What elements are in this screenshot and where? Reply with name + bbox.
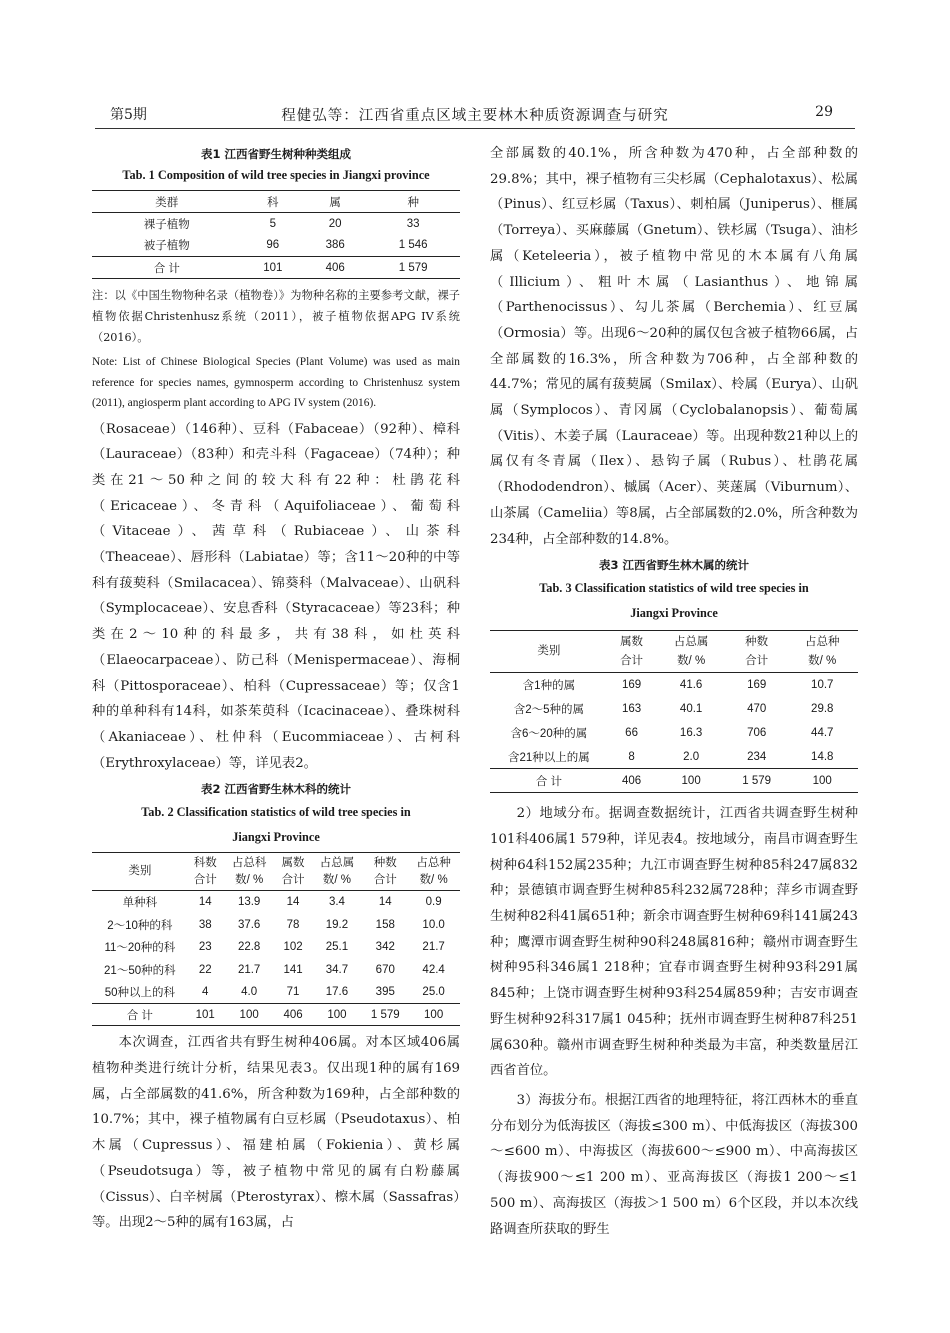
body-paragraph: 3）海拔分布。根据江西省的地理特征，将江西林木的垂直分布划分为低海拔区（海拔≤300 m）、中低海拔区（海拔300～≤600 m）、中海拔区（海拔600～≤900 m）、中高海拔区（海拔900～≤1 200 m）、亚高海拔区（海拔1 200～≤1 500 m）、高海拔区（海拔＞1 500 m）6个区段，并以本次线路调查所获取的野生 [490,1092,858,1237]
table1-caption-cn: 表1 江西省野生树种种类组成 [200,147,351,161]
table2-cell: 71 [286,985,300,998]
table3-cell: 1 579 [727,769,787,793]
table2-cell: 42.4 [422,963,445,976]
table3-cell: 29.8 [811,702,834,715]
table-row [92,936,460,959]
table2-cell: 22.8 [237,941,261,954]
table2-cell: 25.1 [325,941,349,954]
table-row [490,721,858,745]
table1-cell: 386 [325,239,345,252]
table3 [490,630,858,793]
table3-cell: 66 [625,726,638,739]
table2-cell: 3.4 [328,896,345,909]
table2-cell: 100 [311,1003,364,1026]
table2-header-cell: 占总属 数/ % [319,856,355,886]
table2-cell: 14 [286,896,300,909]
table2-cell: 102 [283,941,303,954]
table3-header-cell: 种数 合计 [745,635,769,667]
table2-cell: 25.0 [422,985,445,998]
table2-cell: 23 [198,941,212,954]
table3-cell: 100 [655,769,726,793]
table2-cell: 34.7 [325,963,349,976]
right-column [490,143,858,1242]
table1-header-cell: 科 [267,196,279,209]
table-row [490,697,858,721]
table-row [92,235,460,257]
table2-cell: 10.0 [422,918,445,931]
table-row [92,981,460,1004]
table2-cell: 4.0 [241,985,258,998]
table1-cell: 101 [242,257,304,279]
table3-cell: 2.0 [683,750,700,763]
table2-cell: 342 [375,941,395,954]
table1-cell: 合 计 [92,257,242,279]
table2-cell: 4 [202,985,209,998]
table3-cell: 41.6 [679,679,703,691]
table3-cell: 含2～5种的属 [513,703,585,716]
table3-caption-en-line1: Tab. 3 Classification statistics of wild tree species in [539,581,809,596]
table1-note-cn: 注：以《中国生物物种名录（植物卷）》为物种名称的主要参考文献，裸子植物依据Christenhusz系统（2011），被子植物依据APG IV系统（2016）。 [92,289,460,344]
table1-cell: 裸子植物 [143,218,190,231]
table-row [92,958,460,981]
table-row [92,891,460,914]
table3-header-cell: 属数 合计 [620,635,644,667]
table2-cell: 37.6 [237,918,261,931]
table2-cell: 合 计 [92,1003,188,1026]
table1-note-en: Note: List of Chinese Biological Species (Plant Volume) was used as main reference for species names, gymnosperm according to Christenhusz system (2011), angiosperm plant according to APG IV system (2016). [92,356,460,409]
body-paragraph: 全部属数的40.1%，所含种数为470种，占全部种数的29.8%；其中，裸子植物有三尖杉属（Cephalotaxus）、松属（Pinus）、红豆杉属（Taxus）、刺柏属（Juniperus）、榧属（Torreya）、买麻藤属（Gnetum）、铁杉属（Tsuga）、油杉属（Keteleeria），被子植物中常见的木本属有八角属（Illicium）、粗叶木属（Lasianthus）、地锦属（Parthenocissus）、勾儿茶属（Berchemia）、红豆属（Ormosia）等。出现6～20种的属仅包含被子植物66属，占全部属数的16.3%，所含种数为706种，占全部种数的44.7%；常见的属有菝葜属（Smilax）、柃属（Eurya）、山矾属（Symplocos）、青冈属（Cyclobalanopsis）、葡萄属（Vitis）、木姜子属（Lauraceae）等。出现种数21种以上的属仅有冬青属（Ilex）、悬钩子属（Rubus）、杜鹃花属（Rhododendron）、槭属（Acer）、荚蒾属（Viburnum）、山茶属（Cameliia）等8属，占全部属数的2.0%，所含种数为234种，占全部种数的14.8%。 [490,146,858,547]
table2-caption-en-line2: Jiangxi Province [232,830,320,845]
table3-cell: 169 [621,679,642,691]
table-total-row [92,1003,460,1026]
table1-cell: 33 [406,217,420,230]
table2-caption-en-line1: Tab. 2 Classification statistics of wild tree species in [141,805,411,820]
table1-caption-en: Tab. 1 Composition of wild tree species in Jiangxi province [122,168,430,182]
issue-number: 第5期 [110,107,147,123]
table3-cell: 470 [747,702,767,715]
table1-header-cell: 种 [407,196,419,209]
table2-cell: 406 [275,1003,310,1026]
table-row [92,913,460,936]
body-paragraph: 2）地域分布。据调查数据统计，江西省共调查野生树种101科406属1 579种，详见表4。按地域分，南昌市调查野生树种64科152属235种；九江市调查野生树种85科247属832种；景德镇市调查野生树种85科232属728种；萍乡市调查野生树种82科41属651种；新余市调查野生树种69科141属243种；鹰潭市调查野生树种90科248属816种；赣州市调查野生树种95科346属1 218种；宜春市调查野生树种93科291属845种；上饶市调查野生树种93科254属859种；吉安市调查野生树种92科317属1 045种；抚州市调查野生树种87科251属630种。赣州市调查野生树种种类最为丰富，种类数量居江西省首位。 [490,806,858,1079]
table2-cell: 19.2 [325,918,349,931]
table2-cell: 21.7 [422,941,445,954]
page-number: 29 [815,104,833,120]
table2-cell: 0.9 [425,896,442,909]
table-row [92,213,460,235]
running-header [95,100,855,130]
table1-header-cell: 属 [329,196,341,209]
table2-cell: 141 [283,963,303,976]
table2-cell: 100 [223,1003,276,1026]
table2-cell: 670 [375,963,395,976]
table1-cell: 1 579 [366,257,460,279]
table2 [92,852,460,1026]
table1-cell: 1 546 [398,239,428,252]
table-row [490,745,858,769]
table2-cell: 395 [375,985,395,998]
table3-cell: 163 [621,702,642,715]
table2-cell: 11～20种的科 [104,942,176,955]
left-column [92,143,460,1236]
table3-cell: 100 [786,769,858,793]
table2-header-cell: 占总科 数/ % [231,856,267,886]
table2-cell: 17.6 [325,985,349,998]
table2-cell: 14 [198,896,212,909]
table2-cell: 38 [198,918,212,931]
table3-cell: 44.7 [811,726,834,739]
table2-header-cell: 类别 [128,865,152,878]
table3-cell: 8 [628,750,635,763]
running-title: 程健弘等：江西省重点区域主要林木种质资源调查与研究 [281,108,669,124]
table1-cell: 被子植物 [143,240,190,253]
table3-header-cell: 占总种 数/ % [804,635,840,667]
table3-caption-en-line2: Jiangxi Province [630,606,718,621]
table3-header-cell: 占总属 数/ % [673,635,709,667]
table3-header-cell: 类别 [537,645,561,658]
table3-cell: 14.8 [811,750,834,763]
table3-cell: 10.7 [811,679,834,691]
table2-cell: 158 [375,918,395,931]
table-total-row [92,257,460,279]
table2-caption-cn: 表2 江西省野生林木科的统计 [200,782,351,797]
table2-header-cell: 科数 合计 [193,856,217,886]
table-row [490,673,858,697]
body-paragraph: 本次调查，江西省共有野生树种406属。对本区域406属植物种类进行统计分析，结果见表3。仅出现1种的属有169属，占全部属数的41.6%，所含种数为169种，占全部种数的10.7%；其中，裸子植物属有白豆杉属（Pseudotaxus）、柏木属（Cupressus）、福建柏属（Fokienia）、黄杉属（Pseudotsuga）等，被子植物中常见的属有白粉藤属（Cissus）、白辛树属（Pterostyrax）、檫木属（Sassafras）等。出现2～5种的属有163属，占 [92,1035,460,1231]
table3-cell: 406 [608,769,656,793]
table2-header-cell: 种数 合计 [373,856,397,886]
table2-cell: 13.9 [237,896,261,909]
table3-cell: 169 [747,679,767,691]
table1-header-cell: 类群 [155,196,179,209]
body-paragraph: （Rosaceae）（146种）、豆科（Fabaceae）（92种）、樟科（Lauraceae）（83种）和壳斗科（Fagaceae）（74种）；种类在21～50种之间的较大科有22种：杜鹃花科（Ericaceae）、冬青科（Aquifoliaceae）、葡萄科（Vitaceae）、茜草科（Rubiaceae）、山茶科（Theaceae）、唇形科（Labiatae）等；含11～20种的中等科有菝葜科（Smilacacea）、锦葵科（Malvaceae）、山矾科（Symplocaceae）、安息香科（Styracaceae）等23科；种类在2～10种的科最多，共有38科，如杜英科（Elaeocarpaceae）、防己科（Menispermaceae）、海桐科（Pittosporaceae）、柏科（Cupressaceae）等；仅含1种的单种科有14科，如茶茱萸科（Icacinaceae）、叠珠树科（Akaniaceae）、杜仲科（Eucommiaceae）、古柯科（Erythroxylaceae）等，详见表2。 [92,421,460,771]
table2-cell: 78 [286,918,300,931]
table2-cell: 2～10种的科 [107,919,173,932]
table3-cell: 含6～20种的属 [510,727,588,740]
table3-cell: 234 [747,750,767,763]
table3-cell: 40.1 [679,702,703,715]
table1-cell: 96 [266,239,280,252]
table3-caption-cn: 表3 江西省野生林木属的统计 [598,558,749,573]
table3-cell: 含21种以上的属 [507,751,590,764]
table3-cell: 706 [747,726,767,739]
table3-cell: 合 计 [490,769,608,793]
table2-cell: 1 579 [363,1003,407,1026]
table3-cell: 含1种的属 [522,680,576,692]
table2-cell: 101 [188,1003,223,1026]
table2-header-cell: 占总种 数/ % [416,856,451,886]
table1-cell: 5 [269,217,276,230]
table2-cell: 50种以上的科 [104,986,175,999]
table2-header-cell: 属数 合计 [281,856,305,886]
table3-cell: 16.3 [679,726,703,739]
table1-cell: 406 [304,257,366,279]
table1 [92,190,460,279]
table-total-row [490,769,858,793]
table2-cell: 单种科 [122,897,158,910]
table2-cell: 22 [198,963,212,976]
table2-cell: 21.7 [237,963,261,976]
table1-cell: 20 [328,217,342,230]
header-rule [95,128,855,129]
table2-cell: 100 [407,1003,460,1026]
table2-cell: 21～50种的科 [104,964,176,977]
table2-cell: 14 [378,896,392,909]
